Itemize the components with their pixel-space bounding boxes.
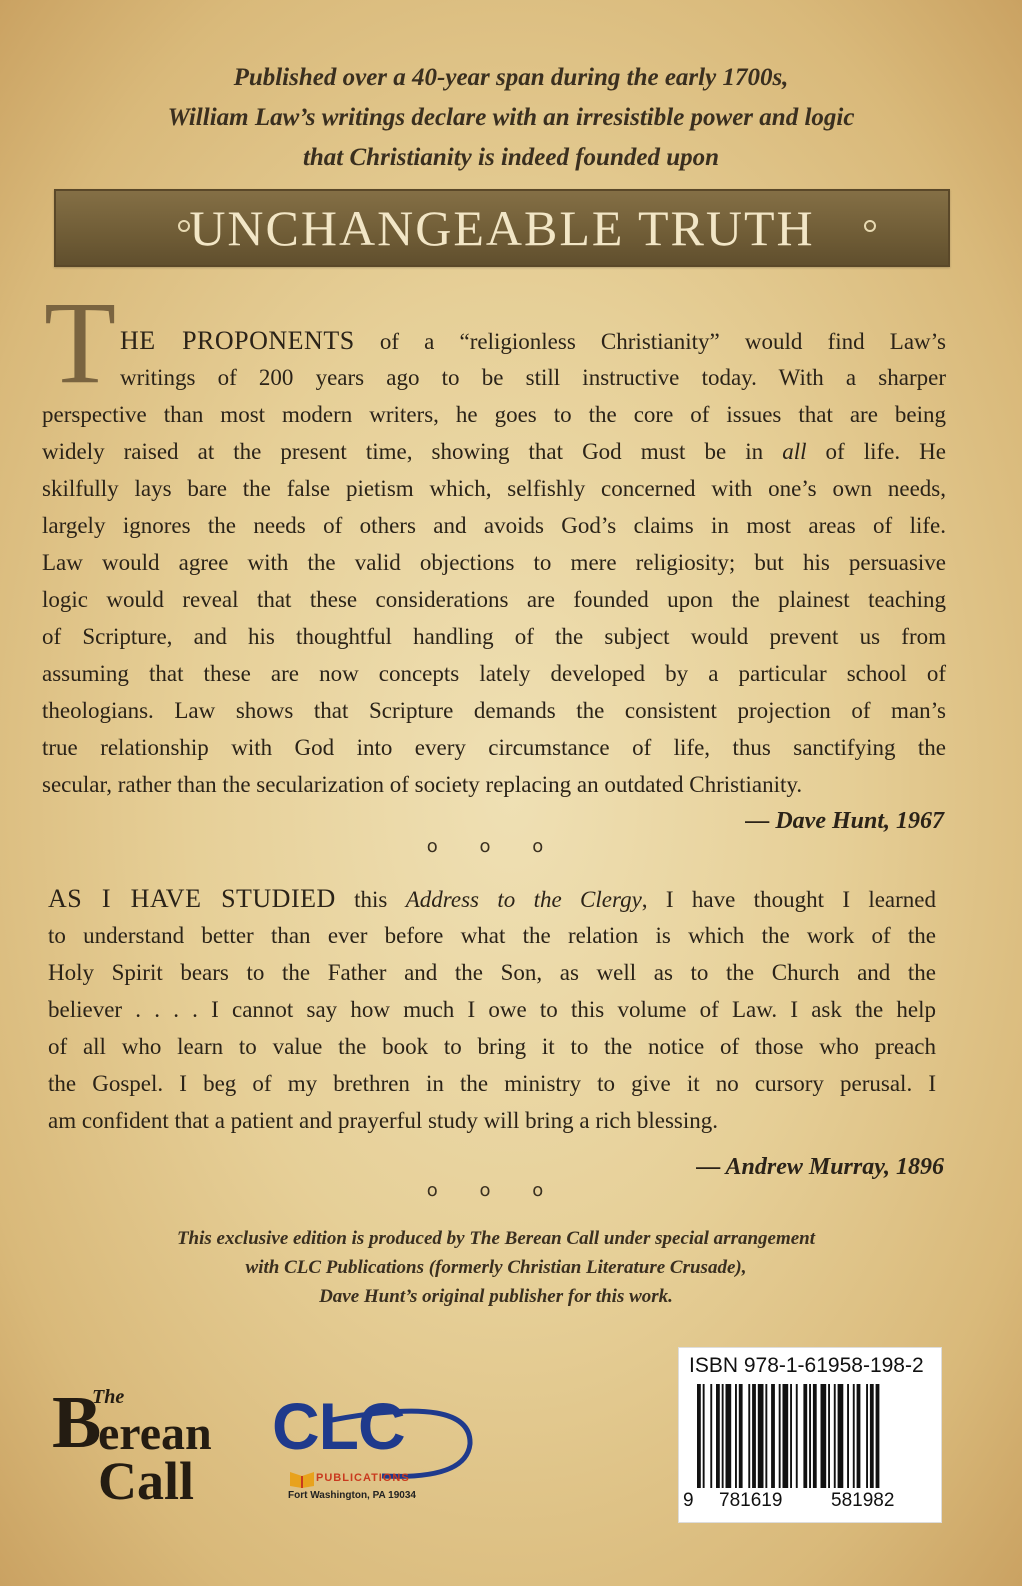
barcode-bar	[796, 1384, 798, 1488]
banner-dot-right-icon	[864, 220, 876, 232]
quote-line: to understand better than ever before what the relation is which the work of the	[48, 923, 936, 948]
barcode-bar	[838, 1384, 844, 1488]
barcode-digits-right: 581982	[831, 1490, 895, 1511]
barcode-bar	[752, 1384, 756, 1488]
berean-logo-the: The	[92, 1386, 125, 1408]
barcode-digits-left: 781619	[719, 1490, 783, 1511]
quote-line: largely ignores the needs of others and avoids God’s claims in most areas of life.	[42, 513, 946, 538]
barcode-bar	[722, 1384, 724, 1488]
banner-title: UNCHANGEABLE TRUTH	[189, 200, 815, 256]
barcode-bar	[828, 1384, 830, 1488]
attribution-andrew-murray: — Andrew Murray, 1896	[696, 1154, 944, 1180]
barcode-bar	[853, 1384, 855, 1488]
barcode-bar	[847, 1384, 849, 1488]
edition-note	[80, 1224, 912, 1311]
quote-line: widely raised at the present time, showing that God must be in all of life. He	[42, 439, 946, 464]
title-banner	[54, 189, 950, 267]
barcode-bar	[697, 1384, 701, 1488]
quote-line: writings of 200 years ago to be still instructive today. With a sharper	[120, 365, 946, 390]
quote-line: true relationship with God into every circumstance of life, thus sanctifying the	[42, 735, 946, 760]
barcode-bar	[857, 1384, 861, 1488]
edition-line-1: This exclusive edition is produced by The Berean Call under special arrangement	[176, 1228, 816, 1249]
barcode-bar	[726, 1384, 732, 1488]
quote-line: secular, rather than the secularization of society replacing an outdated Christianity.	[42, 772, 803, 797]
barcode-bar	[866, 1384, 868, 1488]
berean-logo-erean: erean	[98, 1407, 212, 1460]
quote-line: AS I HAVE STUDIED this Address to the Clergy, I have thought I learned	[48, 884, 937, 913]
barcode-bar	[779, 1384, 781, 1488]
separator-dots: o o o	[426, 1180, 562, 1201]
quote-line: theologians. Law shows that Scripture demands the consistent projection of man’s	[42, 698, 946, 723]
separator-dots: o o o	[426, 836, 562, 857]
quote-line: perspective than most modern writers, he goes to the core of issues that are being	[42, 402, 946, 427]
clc-publications-text: PUBLICATIONS	[316, 1472, 410, 1484]
barcode-bar	[739, 1384, 743, 1488]
barcode-digit-first: 9	[683, 1490, 694, 1511]
quote-line: assuming that these are now concepts lately developed by a particular school of	[42, 661, 946, 686]
barcode-bar	[834, 1384, 836, 1488]
quote-line: Holy Spirit bears to the Father and the Son, as well as to the Church and the	[48, 960, 936, 985]
quote-line: logic would reveal that these considerations are founded upon the plainest teaching	[42, 587, 946, 612]
barcode-bar	[748, 1384, 750, 1488]
barcode-bar	[703, 1384, 705, 1488]
intro-blurb	[60, 58, 962, 178]
barcode-bar	[870, 1384, 874, 1488]
edition-line-2: with CLC Publications (formerly Christian Literature Crusade),	[245, 1257, 747, 1278]
quote-line: of all who learn to value the book to bring it to the notice of those who preach	[48, 1034, 936, 1059]
barcode-bar	[765, 1384, 767, 1488]
barcode-bar	[821, 1384, 827, 1488]
attribution-dave-hunt: — Dave Hunt, 1967	[745, 808, 944, 834]
dave-hunt-quote	[42, 322, 946, 803]
berean-logo-b: B	[52, 1382, 102, 1464]
drop-cap: T	[44, 277, 117, 408]
quote-line: Law would agree with the valid objections to mere religiosity; but his persuasive	[42, 550, 946, 575]
edition-line-3: Dave Hunt’s original publisher for this work.	[319, 1286, 673, 1307]
barcode-bar	[813, 1384, 817, 1488]
quote-line: the Gospel. I beg of my brethren in the ministry to give it no cursory perusal. I	[48, 1071, 936, 1096]
clc-location-text: Fort Washington, PA 19034	[288, 1490, 416, 1501]
barcode-bar	[735, 1384, 737, 1488]
clc-letters: CLC	[272, 1389, 405, 1463]
barcode-bar	[809, 1384, 811, 1488]
barcode-bar	[710, 1384, 712, 1488]
andrew-murray-quote	[48, 880, 936, 1139]
barcode-bar	[716, 1384, 720, 1488]
clc-publications-logo	[272, 1384, 492, 1524]
quote-lead: HE PROPONENTS	[120, 326, 355, 355]
quote-line: am confident that a patient and prayerful study will bring a rich blessing.	[48, 1108, 719, 1133]
open-book-icon	[288, 1468, 316, 1488]
quote-lead: AS I HAVE STUDIED	[48, 884, 336, 913]
barcode-bar	[790, 1384, 792, 1488]
barcode-bar	[783, 1384, 789, 1488]
isbn-text: ISBN 978-1-61958-198-2	[689, 1354, 924, 1377]
berean-logo-call: Call	[98, 1451, 195, 1511]
quote-line: believer . . . . I cannot say how much I owe to this volume of Law. I ask the help	[48, 997, 936, 1022]
barcode-bar	[876, 1384, 880, 1488]
intro-line-2: William Law’s writings declare with an irresistible power and logic	[167, 104, 855, 131]
berean-call-logo	[52, 1380, 232, 1520]
quote-line: HE PROPONENTS of a “religionless Christianity” would find Law’s	[120, 326, 946, 355]
intro-line-3: that Christianity is indeed founded upon	[302, 144, 720, 171]
barcode-bar	[758, 1384, 764, 1488]
barcode-bars-icon	[697, 1384, 937, 1488]
quote-line: of Scripture, and his thoughtful handling of the subject would prevent us from	[42, 624, 946, 649]
intro-line-1: Published over a 40-year span during the early 1700s,	[233, 64, 789, 91]
barcode-bar	[771, 1384, 775, 1488]
quote-line: skilfully lays bare the false pietism which, selfishly concerned with one’s own needs,	[42, 476, 946, 501]
banner-dot-left-icon	[178, 220, 190, 232]
isbn-barcode	[678, 1347, 942, 1523]
barcode-bar	[803, 1384, 807, 1488]
